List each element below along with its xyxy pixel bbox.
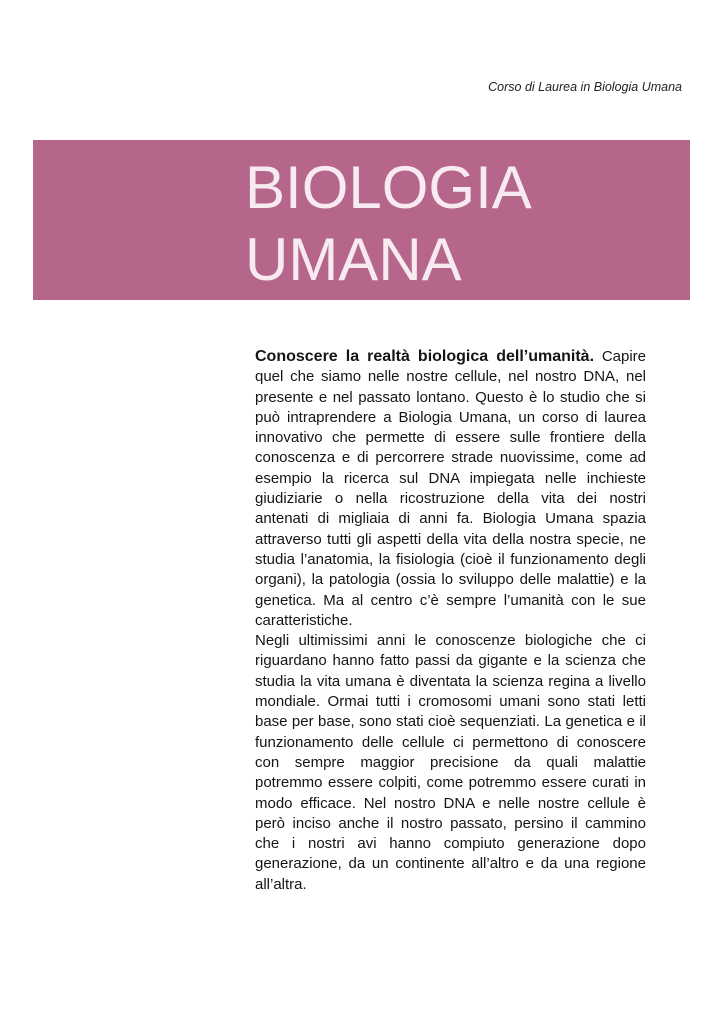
title-line-1: BIOLOGIA (245, 154, 532, 221)
title-line-2: UMANA (245, 226, 462, 293)
paragraph-1-text: Capire quel che siamo nelle nostre cellule, nel nostro DNA, nel presente e nel passato lontano. Questo è lo studio che si può intraprendere a Biologia Umana, un corso di laurea innovativo che permette di essere sulle frontiere della conoscenza e di percorrere strade nuovissime, come ad esempio la ricerca sul DNA impiegata nelle inchieste giudiziarie o nella ricostruzione della vita dei nostri antenati di migliaia di anni fa. Biologia Umana spazia attraverso tutti gli aspetti della vita della nostra specie, ne studia l’anatomia, la fisiologia (cioè il funzionamento degli organi), la patologia (ossia lo sviluppo delle malattie) e la genetica. Ma al centro c’è sempre l’umanità con le sue caratteristiche. (255, 348, 646, 629)
page-title (245, 152, 532, 296)
paragraph-2: Negli ultimissimi anni le conoscenze biologiche che ci riguardano hanno fatto passi da gigante e la scienza che studia la vita umana è diventata la scienza regina a livello mondiale. Ormai tutti i cromosomi umani sono stati letti base per base, sono stati cioè sequenziati. La genetica e il funzionamento delle cellule ci permettono di conoscere con sempre maggior precisione da quali malattie potremmo essere colpiti, come potremmo essere curati in modo efficace. Nel nostro DNA e nelle nostre cellule è però inciso anche il nostro passato, persino il cammino che i nostri avi hanno compiuto generazione dopo generazione, da un continente all’altro e da una regione all’altra. (255, 632, 646, 893)
body-text (255, 347, 646, 895)
lead-sentence: Conoscere la realtà biologica dell’umanità. (255, 348, 595, 365)
title-banner (33, 140, 690, 300)
paragraph-1 (255, 347, 646, 631)
course-subtitle: Corso di Laurea in Biologia Umana (488, 80, 682, 94)
